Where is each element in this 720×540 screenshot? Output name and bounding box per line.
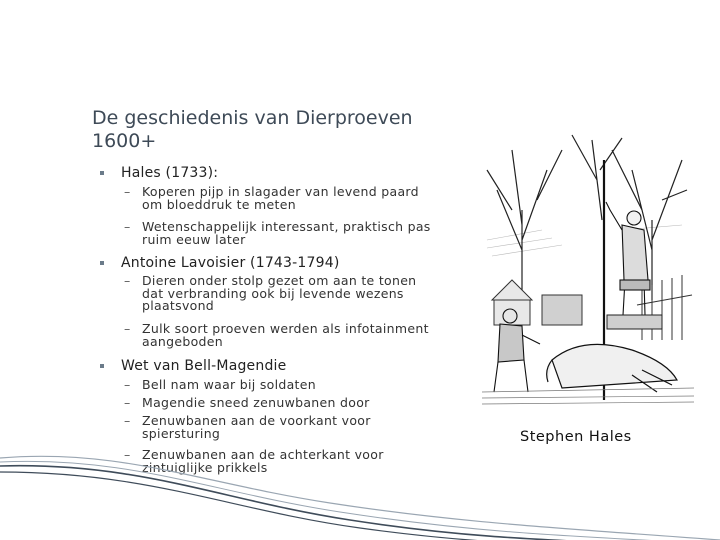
dash-icon: – xyxy=(124,377,131,392)
dash-icon: – xyxy=(124,321,131,336)
platform xyxy=(607,315,662,329)
sub-bullet-text: Zenuwbanen aan de voorkant voor spiersturing xyxy=(142,413,371,441)
dash-icon: – xyxy=(124,219,131,234)
hales-illustration xyxy=(482,130,694,406)
bullet-icon xyxy=(100,171,104,175)
bullet-label: Antoine Lavoisier (1743-1794) xyxy=(121,255,340,271)
decorative-waves xyxy=(0,428,720,540)
sub-bullet-text: Zenuwbanen aan de achterkant voor zintuiglijke prikkels xyxy=(142,447,384,475)
title-line-1: De geschiedenis van Dierproeven xyxy=(92,107,413,129)
sub-bullet-text: Magendie sneed zenuwbanen door xyxy=(142,395,370,410)
dash-icon: – xyxy=(124,395,131,410)
bullet-icon xyxy=(100,364,104,368)
dash-icon: – xyxy=(124,273,131,288)
sub-bullet-text: Wetenschappelijk interessant, praktisch pas ruim eeuw later xyxy=(142,219,431,247)
dash-icon: – xyxy=(124,413,131,428)
sub-bullet-text: Bell nam waar bij soldaten xyxy=(142,377,316,392)
bullet-label: Hales (1733): xyxy=(121,165,219,181)
bullet-icon xyxy=(100,261,104,265)
sub-bullet-text: Dieren onder stolp gezet om aan te tonen dat verbranding ook bij levende wezens plaatsvond xyxy=(142,273,417,313)
dash-icon: – xyxy=(124,447,131,462)
dash-icon: – xyxy=(124,184,131,199)
bullet-label: Wet van Bell-Magendie xyxy=(121,358,287,374)
title-line-2: 1600+ xyxy=(92,130,157,152)
sub-bullet-text: Zulk soort proeven werden als infotainment aangeboden xyxy=(142,321,429,349)
sub-bullet-text: Koperen pijp in slagader van levend paard om bloeddruk te meten xyxy=(142,184,419,212)
image-caption: Stephen Hales xyxy=(520,429,632,445)
